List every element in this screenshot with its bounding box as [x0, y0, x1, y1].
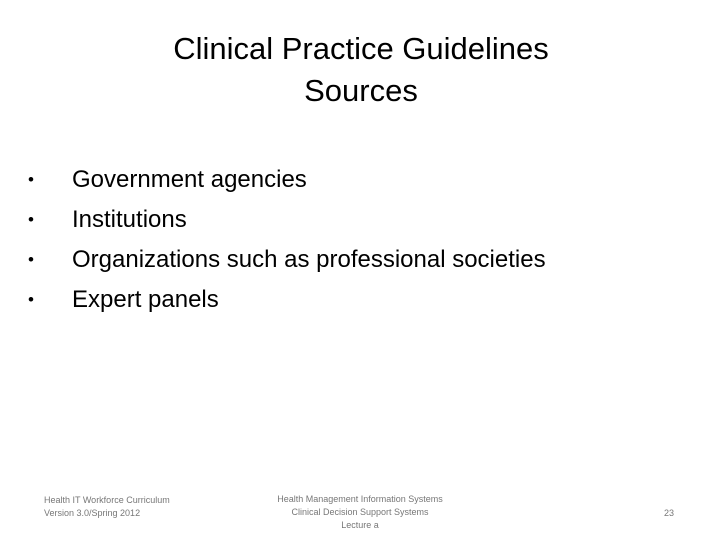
bullet-item-organizations — [0, 240, 720, 280]
bullet-list — [0, 160, 720, 320]
slide-title-line-2: Sources — [304, 73, 418, 108]
bullet-item-institutions — [0, 200, 720, 240]
bullet-text: Institutions — [72, 206, 187, 233]
footer-version: Version 3.0/Spring 2012 — [44, 508, 141, 518]
footer-component-name: Health Management Information Systems — [277, 494, 443, 504]
footer-lecture-name: Lecture a — [341, 520, 379, 530]
footer-unit-name: Clinical Decision Support Systems — [291, 507, 429, 517]
footer-curriculum-name: Health IT Workforce Curriculum — [44, 495, 170, 505]
page-number: 23 — [664, 508, 675, 518]
footer-curriculum-info — [44, 494, 170, 520]
bullet-text: Expert panels — [72, 286, 219, 313]
bullet-item-expert-panels — [0, 280, 720, 320]
bullet-dot-icon: • — [28, 250, 34, 269]
bullet-text: Government agencies — [72, 166, 307, 193]
bullet-text: Organizations such as professional societies — [72, 246, 546, 273]
slide-title — [0, 28, 720, 112]
bullet-dot-icon: • — [28, 290, 34, 309]
slide-title-line-1: Clinical Practice Guidelines — [173, 31, 549, 66]
bullet-item-government-agencies — [0, 160, 720, 200]
bullet-dot-icon: • — [28, 170, 34, 189]
bullet-dot-icon: • — [28, 210, 34, 229]
footer-course-info — [260, 493, 460, 532]
